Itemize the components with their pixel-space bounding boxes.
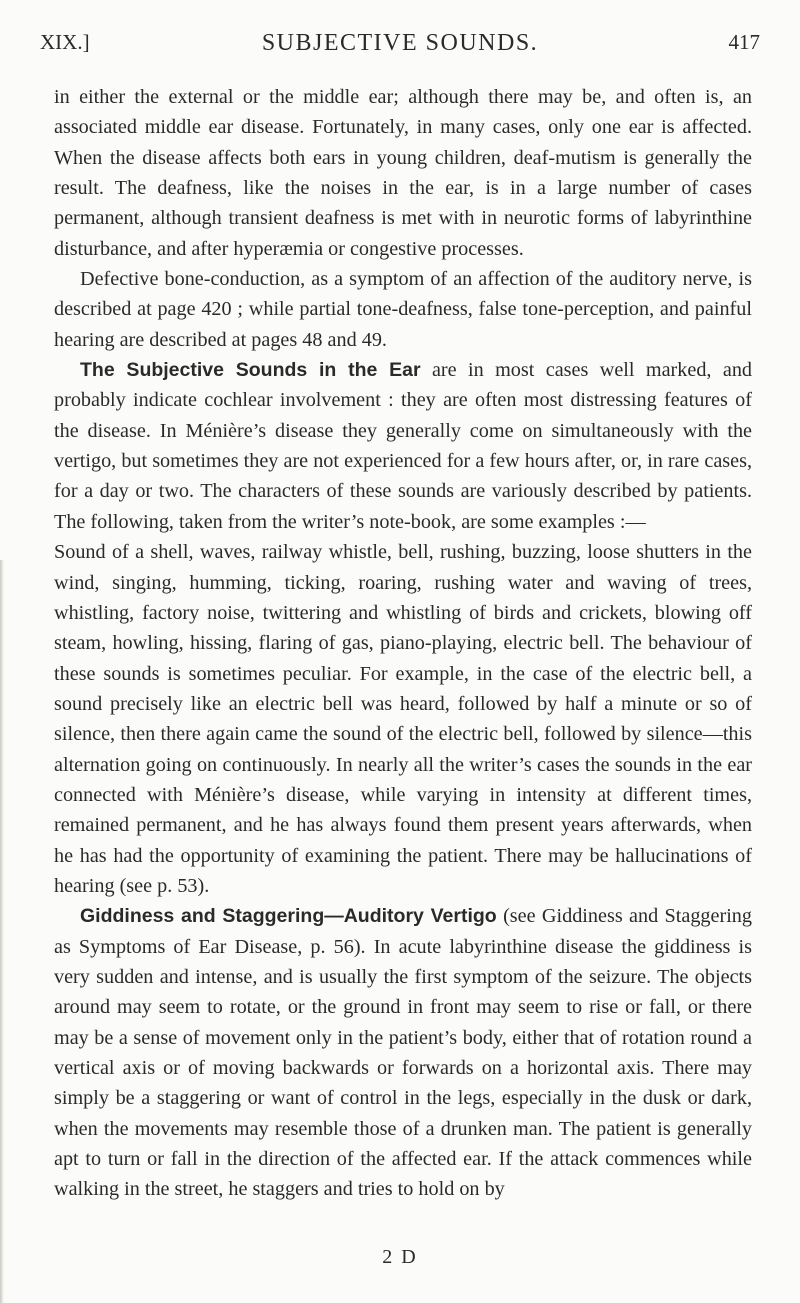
section-heading-subjective-sounds: The Subjective Sounds in the Ear [80, 359, 421, 382]
body-text [54, 82, 752, 1205]
paragraph-subjective-sounds-text: are in most cases well marked, and probably indicate cochlear involvement : they are often most distressing features of the disease. In Ménière’s disease they generally come on simultaneously with the vertigo, but sometimes they are not experienced for a few hours after, or, in rare cases, for a day or two. The characters of these sounds are variously described by patients. The following, taken from the writer’s note-book, are some examples :— [54, 359, 753, 533]
gutter-shadow [0, 560, 4, 1303]
running-head [40, 30, 760, 62]
paragraph-deafness: in either the external or the middle ear; although there may be, and often is, an associated middle ear disease. Fortunately, in many cases, only one ear is affected. When the disease affects both ears in young children, deaf-mutism is generally the result. The deafness, like the noises in the ear, is in a large number of cases permanent, although transient deafness is met with in neurotic forms of labyrinthine disturbance, and after hyperæmia or congestive processes. [54, 86, 752, 260]
section-heading-giddiness: Giddiness and Staggering—Auditory Vertigo [80, 905, 497, 928]
chapter-number: XIX.] [40, 30, 90, 54]
running-title: SUBJECTIVE SOUNDS. [261, 30, 539, 56]
paragraph-subjective-sounds [54, 355, 752, 537]
signature-mark: 2 D [382, 1246, 418, 1268]
paragraph-giddiness-text: (see Giddiness and Staggering as Symptoms of Ear Disease, p. 56). In acute labyrinthine disease the giddiness is very sudden and intense, and is usually the first symptom of the seizure. The objects around may seem to rotate, or the ground in front may seem to rise or fall, or there may be a sense of movement only in the patient’s body, either that of rotation round a vertical axis or of moving backwards or forwards on a horizontal axis. There may simply be a staggering or want of control in the legs, especially in the dusk or dark, when the movements may resemble those of a drunken man. The patient is generally apt to turn or fall in the direction of the affected ear. If the attack commences while walking in the street, he staggers and tries to hold on by [54, 905, 752, 1201]
page-number: 417 [728, 30, 760, 54]
paragraph-bone-conduction: Defective bone-conduction, as a symptom of an affection of the auditory nerve, is described at page 420 ; while partial tone-deafness, false tone-perception, and painful hearing are described at pages 48 and 49. [54, 268, 752, 351]
paragraph-sound-examples: Sound of a shell, waves, railway whistle, bell, rushing, buzzing, loose shutters in the wind, singing, humming, ticking, roaring, rushing water and waving of trees, whistling, factory noise, twittering and whistling of birds and crickets, blowing off steam, howling, hissing, flaring of gas, piano-playing, electric bell. The behaviour of these sounds is sometimes peculiar. For example, in the case of the electric bell, a sound precisely like an electric bell was heard, followed by half a minute or so of silence, then there again came the sound of the electric bell, followed by silence—this alternation going on continuously. In nearly all the writer’s cases the sounds in the ear connected with Ménière’s disease, while varying in intensity at different times, remained permanent, and he has always found them present years afterwards, when he has had the opportunity of examining the patient. There may be hallucinations of hearing (see p. 53). [54, 541, 752, 897]
paragraph-giddiness [54, 901, 752, 1204]
